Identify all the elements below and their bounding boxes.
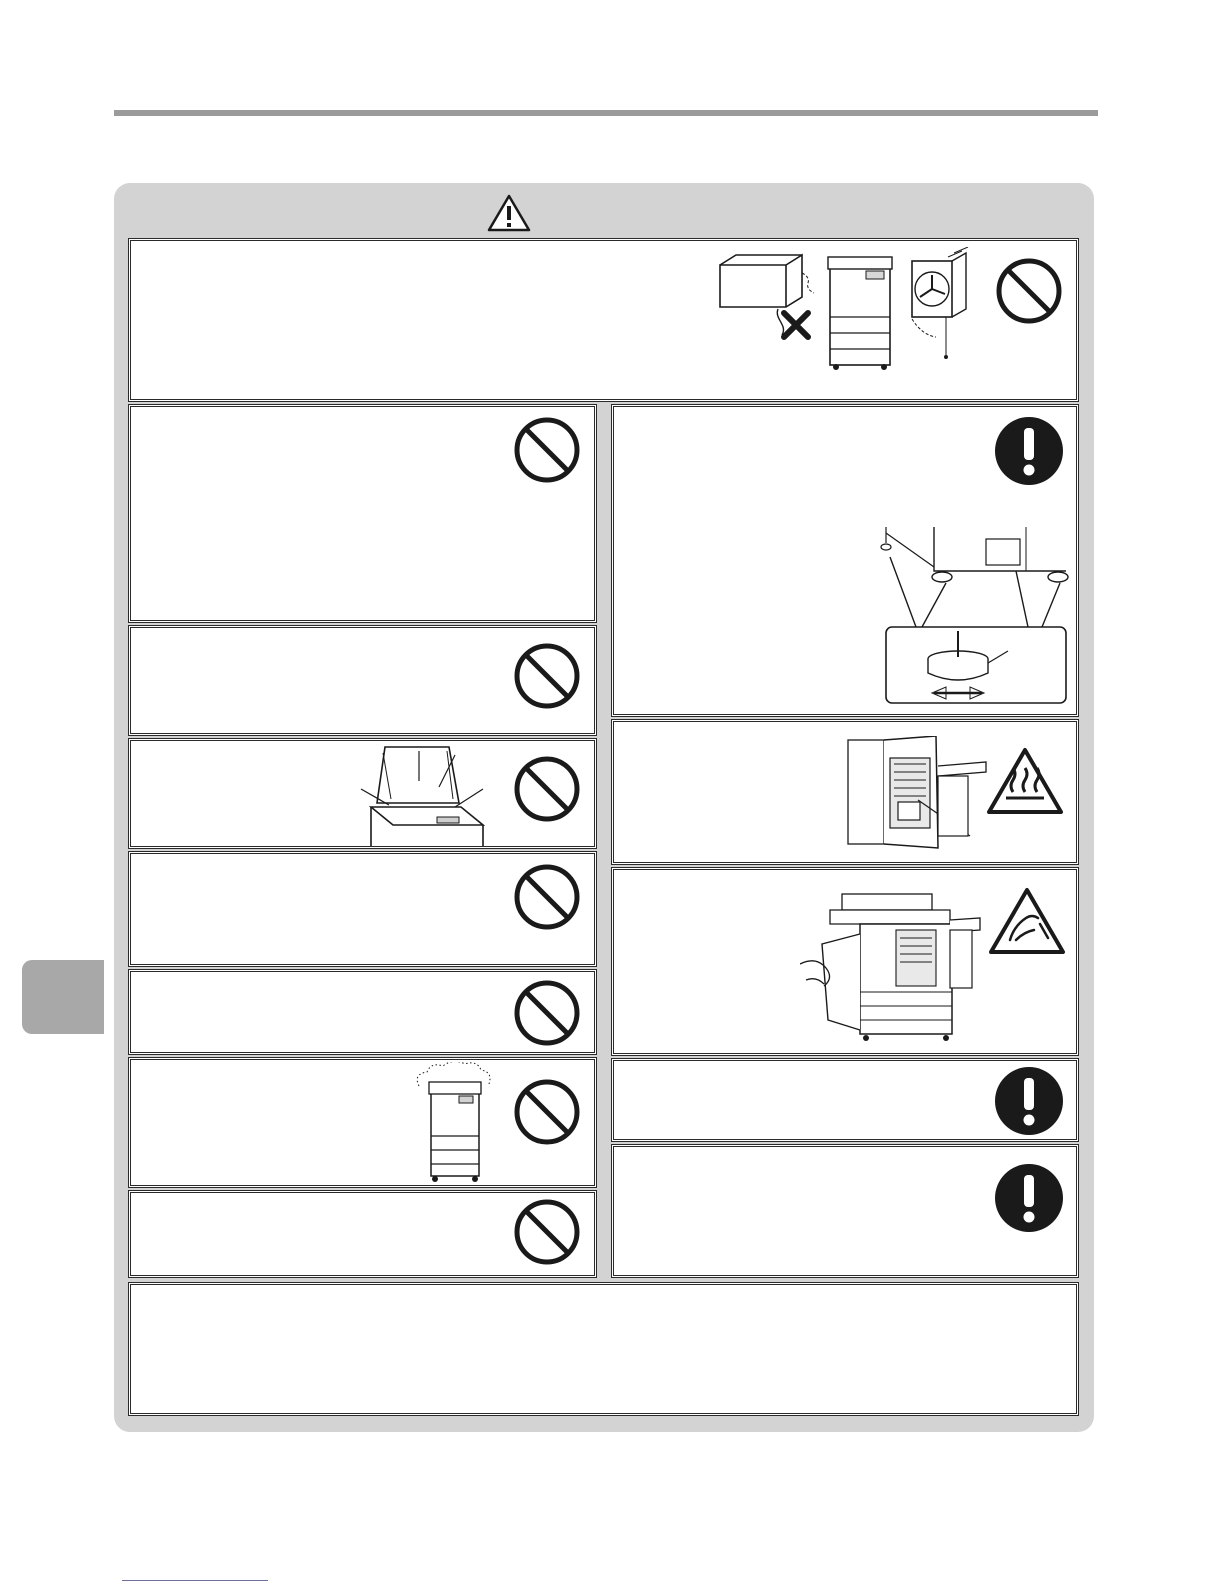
box-right-2 xyxy=(611,719,1079,865)
fusing-unit-illustration xyxy=(846,736,996,854)
box-right-3 xyxy=(611,867,1079,1056)
box-left-1 xyxy=(128,404,597,623)
box-ventilation xyxy=(128,238,1079,402)
mandatory-action-icon xyxy=(994,1163,1064,1233)
footer-link-rule xyxy=(122,1580,268,1581)
warning-panel xyxy=(114,183,1094,1432)
adjuster-foot-illustration xyxy=(876,527,1076,707)
box-right-1 xyxy=(611,404,1079,717)
box-left-2 xyxy=(128,625,597,736)
prohibited-icon xyxy=(513,755,581,823)
box-left-4 xyxy=(128,851,597,967)
box-bottom xyxy=(128,1282,1079,1416)
pinch-hazard-warning-icon xyxy=(988,886,1066,956)
prohibited-icon xyxy=(513,863,581,931)
prohibited-icon xyxy=(513,979,581,1047)
printer-spray-illustration xyxy=(413,1062,495,1184)
open-cover-illustration xyxy=(800,880,984,1052)
box-right-5 xyxy=(611,1144,1079,1278)
hot-surface-warning-icon xyxy=(986,746,1064,816)
box-left-7 xyxy=(128,1190,597,1278)
open-scanner-illustration xyxy=(357,741,497,846)
box-right-4 xyxy=(611,1058,1079,1142)
box-left-5 xyxy=(128,969,597,1055)
box-left-6 xyxy=(128,1057,597,1188)
prohibited-icon xyxy=(513,1078,581,1146)
printer-ventilation-illustration xyxy=(716,247,976,372)
mandatory-action-icon xyxy=(994,1066,1064,1136)
warning-triangle-icon xyxy=(486,193,532,233)
box-left-3 xyxy=(128,738,597,849)
prohibited-icon xyxy=(995,257,1063,325)
prohibited-icon xyxy=(513,1198,581,1266)
prohibited-icon xyxy=(513,416,581,484)
chapter-tab xyxy=(22,960,104,1034)
prohibited-icon xyxy=(513,642,581,710)
header-rule xyxy=(114,110,1098,116)
mandatory-action-icon xyxy=(994,416,1064,486)
